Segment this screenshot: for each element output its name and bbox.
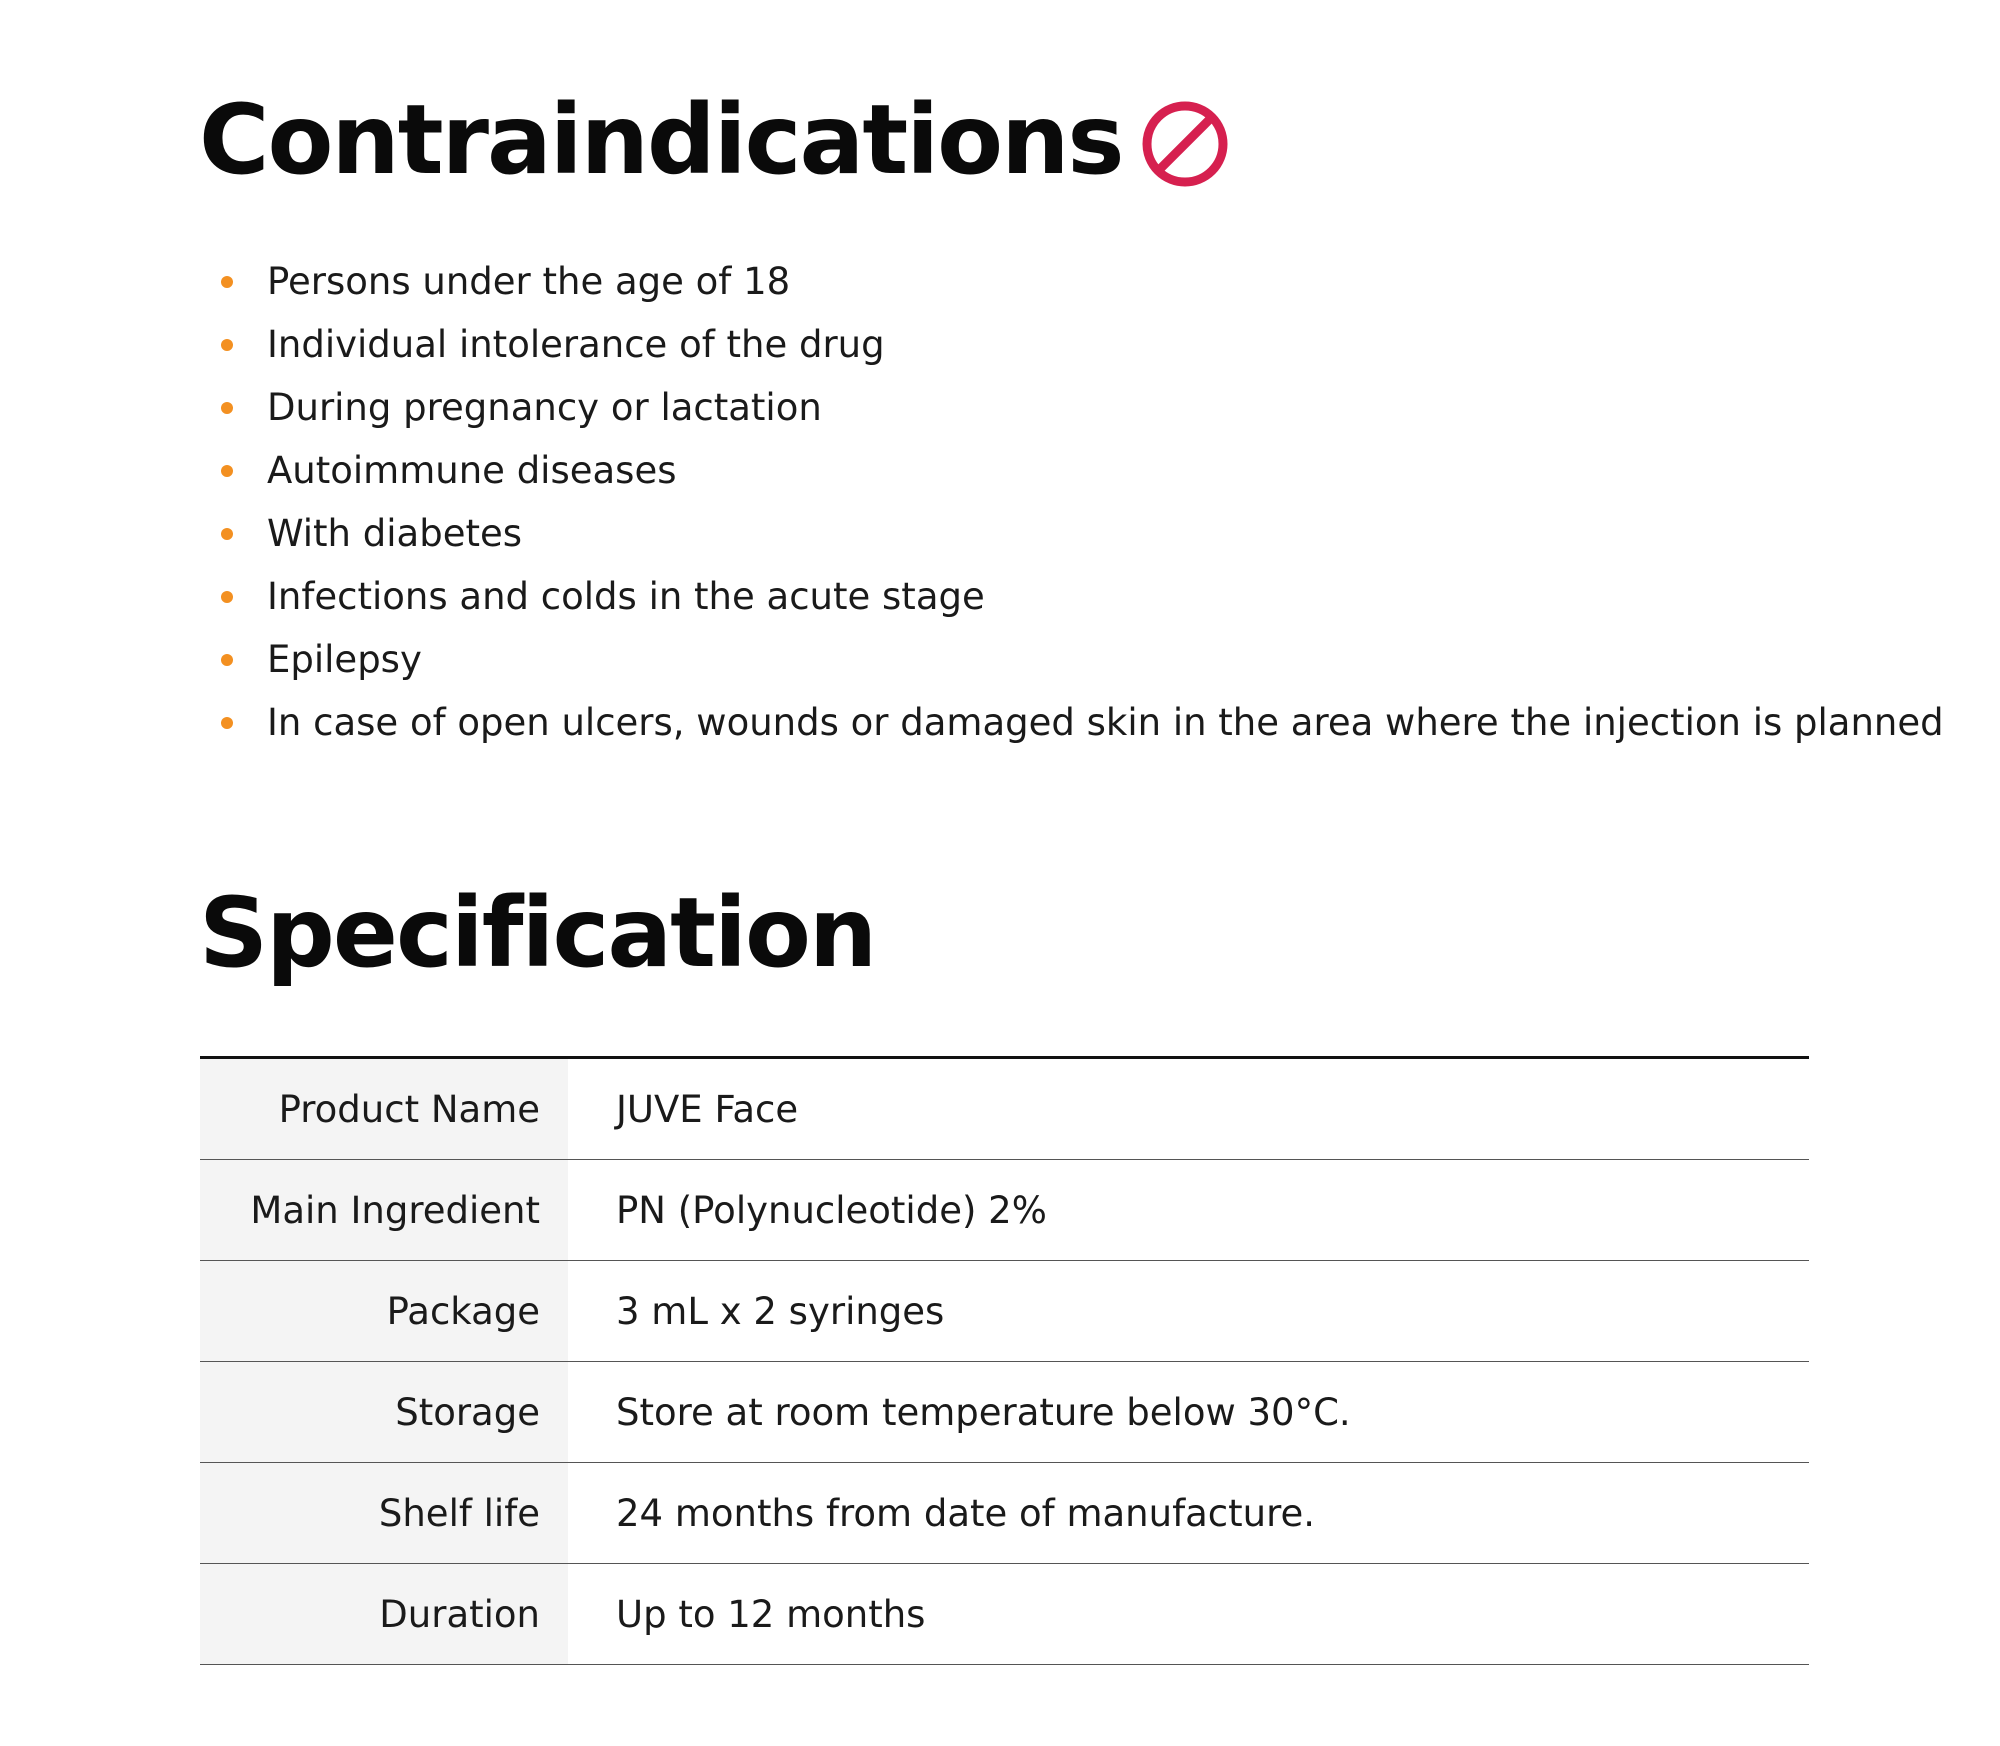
spec-value: JUVE Face bbox=[616, 1087, 799, 1131]
table-row bbox=[200, 1463, 1809, 1564]
list-item-text: Infections and colds in the acute stage bbox=[267, 575, 985, 618]
contraindications-title: Contraindications bbox=[199, 84, 1123, 196]
list-item bbox=[221, 250, 1944, 313]
list-item bbox=[221, 313, 1944, 376]
spec-label: Package bbox=[200, 1261, 568, 1361]
list-item bbox=[221, 376, 1944, 439]
bullet-icon bbox=[221, 717, 233, 729]
list-item-text: During pregnancy or lactation bbox=[267, 386, 822, 429]
list-item-text: In case of open ulcers, wounds or damaged skin in the area where the injection is planned bbox=[267, 701, 1944, 744]
bullet-icon bbox=[221, 654, 233, 666]
bullet-icon bbox=[221, 591, 233, 603]
bullet-icon bbox=[221, 402, 233, 414]
table-row bbox=[200, 1261, 1809, 1362]
table-row bbox=[200, 1362, 1809, 1463]
specification-heading bbox=[199, 877, 876, 989]
table-row bbox=[200, 1564, 1809, 1665]
specification-table bbox=[200, 1056, 1809, 1665]
list-item-text: Individual intolerance of the drug bbox=[267, 323, 885, 366]
spec-value: Store at room temperature below 30°C. bbox=[616, 1390, 1351, 1434]
list-item bbox=[221, 439, 1944, 502]
prohibited-icon bbox=[1141, 100, 1229, 188]
list-item-text: With diabetes bbox=[267, 512, 523, 555]
spec-label: Duration bbox=[200, 1564, 568, 1664]
spec-value: PN (Polynucleotide) 2% bbox=[616, 1188, 1047, 1232]
list-item bbox=[221, 691, 1944, 754]
list-item bbox=[221, 502, 1944, 565]
bullet-icon bbox=[221, 339, 233, 351]
specification-title: Specification bbox=[199, 877, 876, 989]
list-item-text: Autoimmune diseases bbox=[267, 449, 677, 492]
table-row bbox=[200, 1059, 1809, 1160]
spec-label: Main Ingredient bbox=[200, 1160, 568, 1260]
bullet-icon bbox=[221, 528, 233, 540]
spec-label: Storage bbox=[200, 1362, 568, 1462]
contraindications-list bbox=[221, 250, 1944, 754]
bullet-icon bbox=[221, 465, 233, 477]
spec-value: Up to 12 months bbox=[616, 1592, 926, 1636]
spec-value: 3 mL x 2 syringes bbox=[616, 1289, 945, 1333]
spec-label: Shelf life bbox=[200, 1463, 568, 1563]
list-item bbox=[221, 565, 1944, 628]
contraindications-heading bbox=[199, 84, 1229, 196]
list-item-text: Persons under the age of 18 bbox=[267, 260, 791, 303]
spec-label: Product Name bbox=[200, 1059, 568, 1159]
bullet-icon bbox=[221, 276, 233, 288]
spec-value: 24 months from date of manufacture. bbox=[616, 1491, 1315, 1535]
table-row bbox=[200, 1160, 1809, 1261]
list-item-text: Epilepsy bbox=[267, 638, 422, 681]
list-item bbox=[221, 628, 1944, 691]
